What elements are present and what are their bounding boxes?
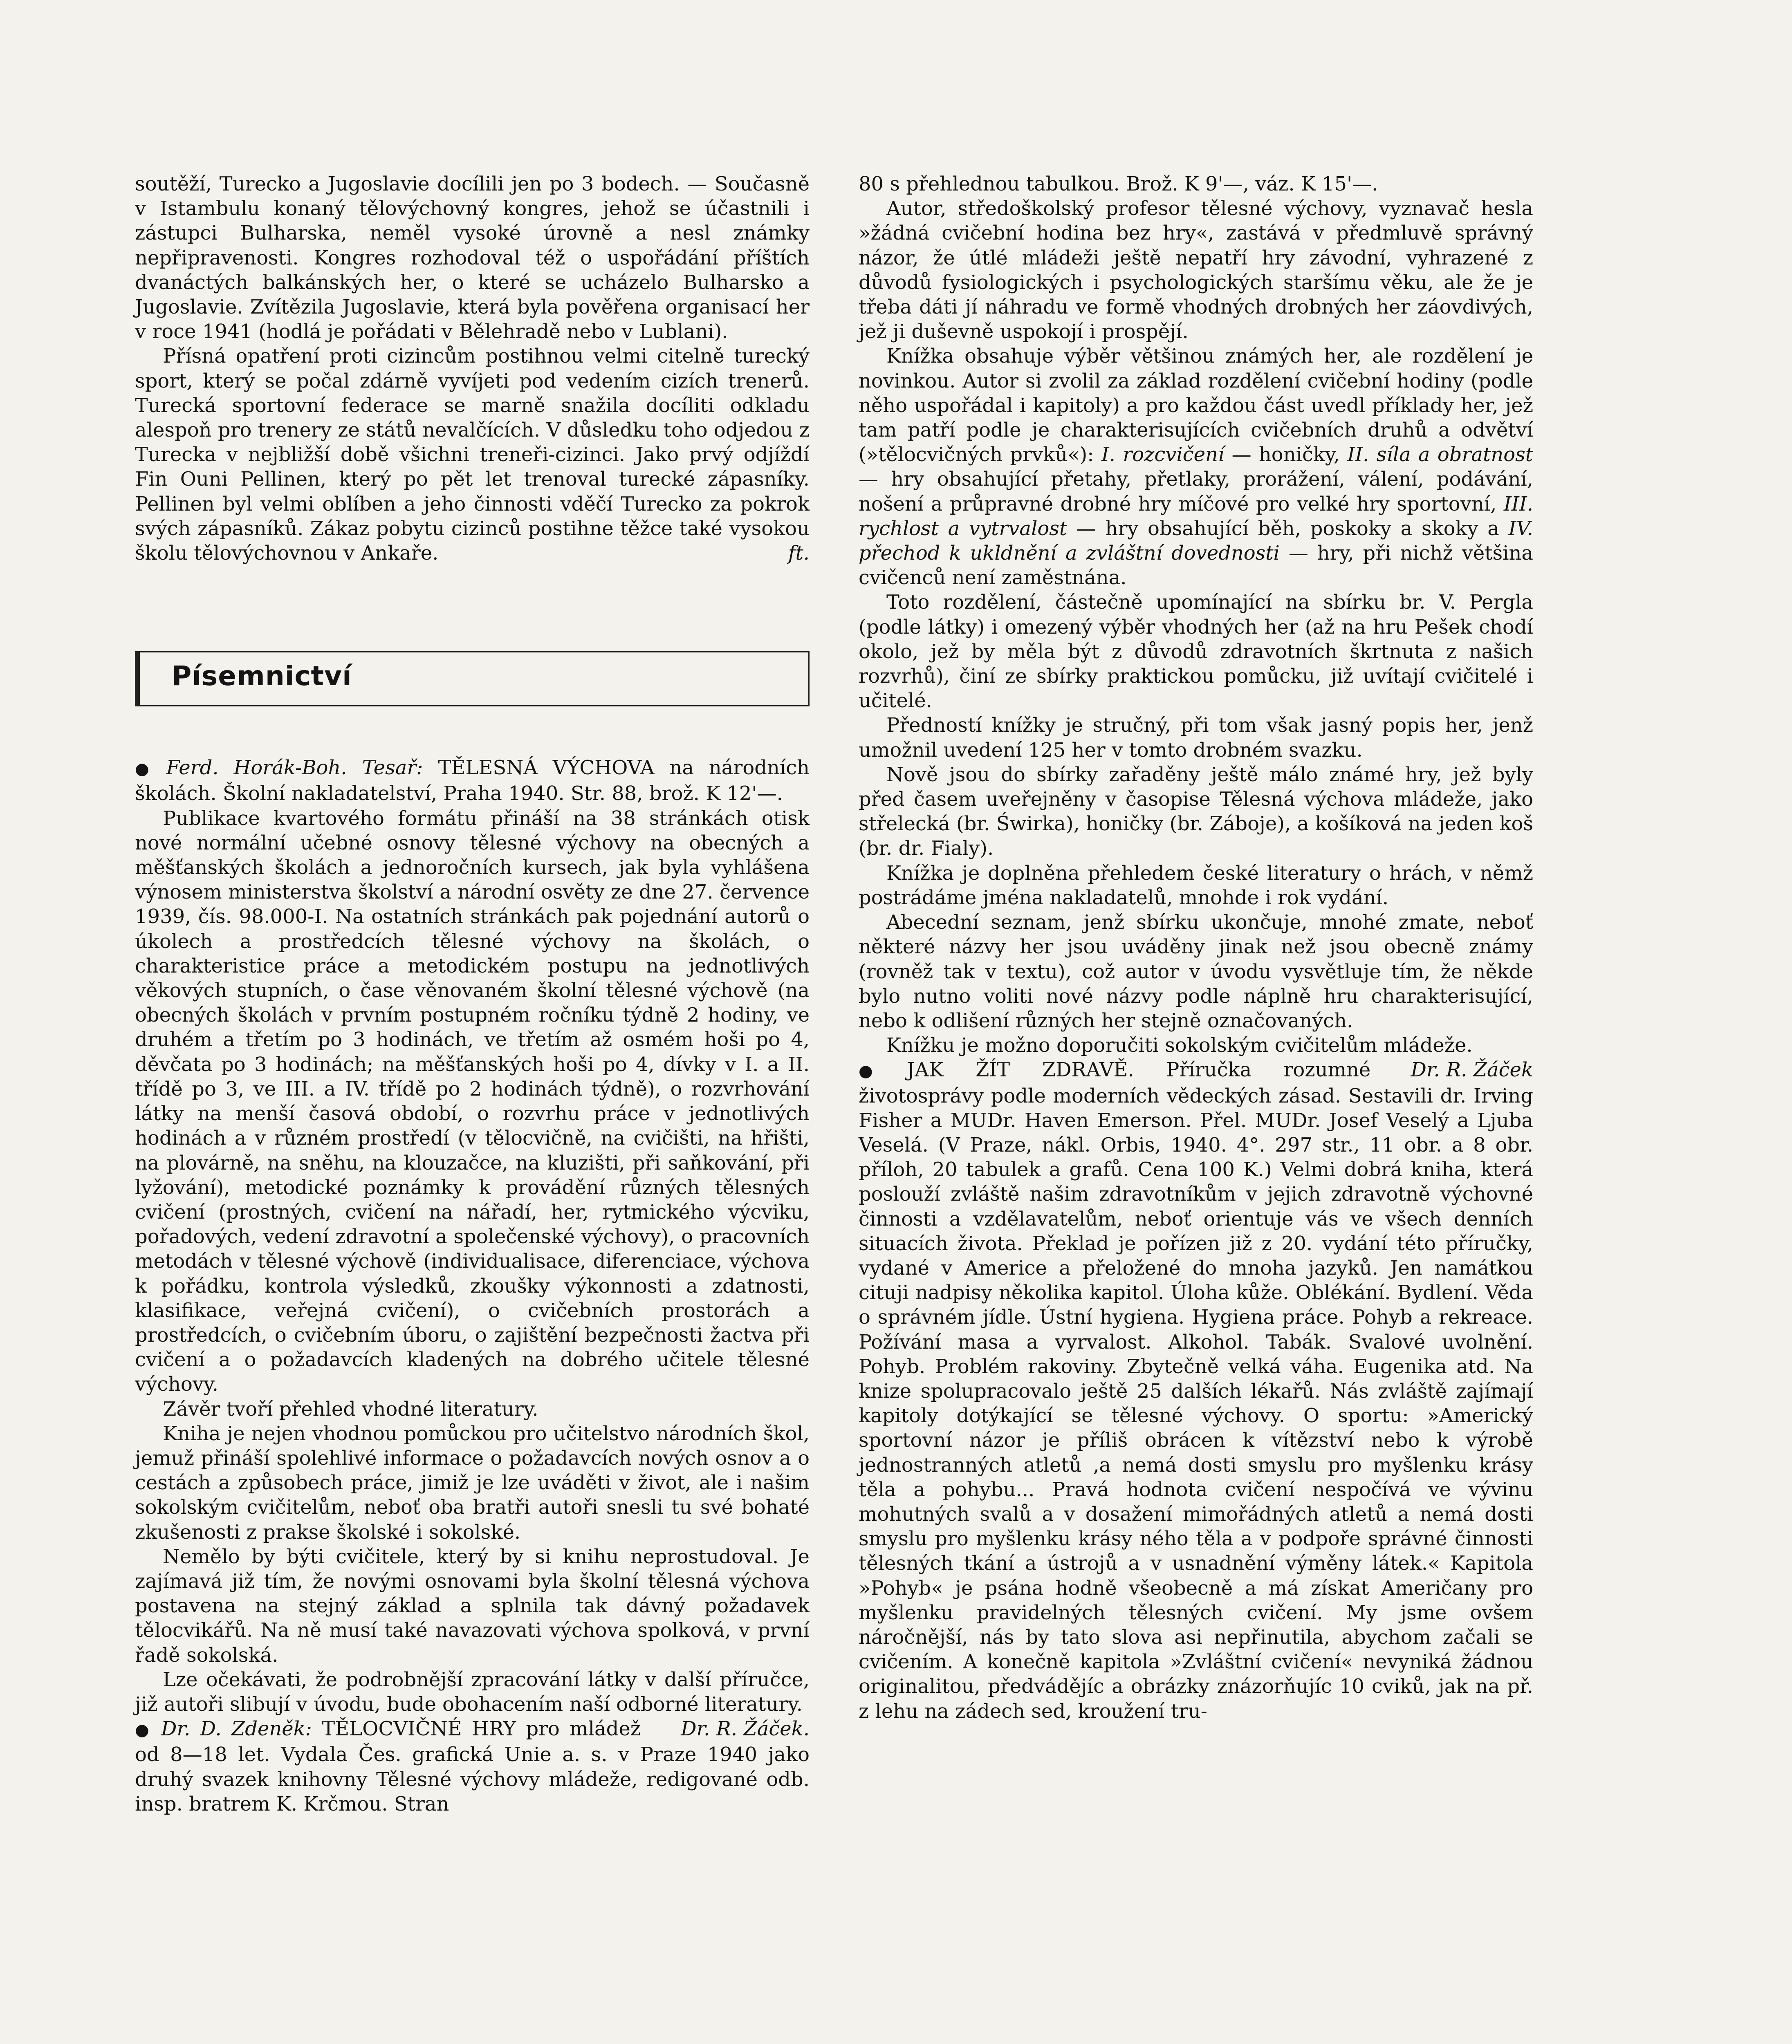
- paragraph-text: — hry obsahující běh, poskoky a skoky a: [1076, 517, 1499, 540]
- review-heading: TĚLOCVIČNÉ HRY pro mládež od 8—18 let. Vydala Čes. grafická Unie a. s. v Praze 1940 jako druhý svazek knihovny Tělesné výchovy mládeže, redigované odb. insp. bratrem K. Krčmou. Stran: [135, 1717, 810, 1815]
- paragraph: Předností knížky je stručný, při tom však jasný popis her, jenž umožnil uvedení 125 her v tomto drobném svazku.: [859, 714, 1533, 762]
- paragraph: soutěží, Turecko a Jugoslavie docílili jen po 3 bodech. — Současně v Istambulu konaný tělovýchovný kongres, jehož se účastnili i zástupci Bulharska, neměl vysoké úrovně a nesl známky nepřipravenosti. Kongres rozhodoval též o uspořádání příštích dvanáctých balkánských her, o které se ucházelo Bulharsko a Jugoslavie. Zvítězila Jugoslavie, která byla pověřena organisací her v roce 1941 (hodlá je pořádati v Bělehradě nebo v Lublani).: [135, 173, 810, 343]
- paragraph: [859, 344, 1533, 590]
- paragraph: 80 s přehlednou tabulkou. Brož. K 9'—, váz. K 15'—.: [859, 173, 1378, 195]
- paragraph-text: Knížka obsahuje výběr většinou známých her, ale rozdělení je novinkou. Autor si zvolil za základ rozdělení cvičební hodiny (podle něho uspořádal i kapitoly) a pro každou část uvedl příklady her, jež tam patří podle je charakterisujících cvičebních druhů a odvětví (»tělocvičných prvků«):: [859, 345, 1533, 466]
- category-name: I. rozcvičení: [1101, 443, 1225, 466]
- signature: ft.: [788, 542, 810, 565]
- bullet-icon: ●: [135, 1721, 153, 1740]
- review-text: Příručka rozumné životosprávy podle moderních vědeckých zásad. Sestavili dr. Irving Fisher a MUDr. Haven Emerson. Přel. MUDr. Josef Veselý a Ljuba Veselá. (V Praze, nákl. Orbis, 1940. 4°. 297 str., 11 obr. a 8 obr. příloh, 20 tabulek a grafů. Cena 100 K.) Velmi dobrá kniha, která poslouží zvláště našim zdravotníkům v jejich zdravotně výchovné činnosti a vzdělavatelům, neboť orientuje vás ve všech denních situacích života. Překlad je pořízen již z 20. vydání této příručky, vydané v Americe a přeložené do mnoha jazyků. Jen namátkou cituji nadpisy několika kapitol. Úloha kůže. Oblékání. Bydlení. Věda o správném jídle. Ústní hygiena. Hygiena práce. Pohyb a rekreace. Požívání masa a vyrvalost. Alkohol. Tabák. Svalové uvolnění. Pohyb. Problém rakoviny. Zbytečně velká váha. Eugenika atd. Na knize spolupracovalo ještě 25 dalších lékařů. Nás zvláště zajímají kapitoly dotýkající se tělesné výchovy. O sportu: »Americký sportovní názor je příliš obrácen k vítězství nebo k výrobě jednostranných atletů ‚a nemá dosti smyslu pro myšlenku krásy těla a pohybu... Pravá hodnota cvičení nespočívá ve vývinu mohutných svalů a v dosažení mimořádných atletů a nemá dosti smyslu pro myšlenku krásy ného těla a v podpoře správné činnosti tělesných tkání a ústrojů a v usnadnění výměny látek.« Kapitola »Pohyb« je psána hodně všeobecně a má získat Američany pro myšlenku pravidelných tělesných cvičení. My jsme ovšem náročnější, nás by tato slova asi nepřinutila, abychom začali se cvičením. A konečně kapitola »Zvláštní cvičení« nevyniká žádnou originalitou, předvádějíc a obrázky znázorňujíc 10 cviků, jak na př. z lehu na zádech sed, kroužení tru-: [859, 1058, 1533, 1723]
- bullet-icon: ●: [135, 760, 158, 779]
- paragraph: Toto rozdělení, částečně upomínající na sbírku br. V. Pergla (podle látky) i omezený výběr vhodných her (až na hru Pešek chodí okolo, jež by měla být z důvodů zdravotních škrtnuta z našich rozvrhů), činí ze sbírky praktickou pomůcku, již uvítají cvičitelé i učitelé.: [859, 591, 1533, 713]
- paragraph-text: — honičky,: [1231, 443, 1340, 466]
- paragraph-text: — hry, při nichž většina cvičenců není zaměstnána.: [859, 542, 1533, 589]
- category-name: II. síla a obratnost: [1347, 443, 1534, 466]
- section-heading-box: [135, 651, 810, 706]
- signature: Dr. R. Žáček.: [681, 1717, 810, 1741]
- paragraph: Autor, středoškolský profesor tělesné výchovy, vyznavač hesla »žádná cvičební hodina bez hry«, zastává v předmluvě správný názor, že útlé mládeži ještě nepatří hry závodní, vyhrazené z důvodů fysiologických i psychologických staršímu věku, ale že je třeba dáti jí náhradu ve formě vhodných drobných her záovdivých, jež ji duševně uspokojí i prospějí.: [859, 197, 1533, 343]
- left-column: [135, 172, 810, 1816]
- signature: Dr. R. Žáček: [1411, 1058, 1533, 1082]
- paragraph-text: Knížku je možno doporučiti sokolským cvičitelům mládeže.: [886, 1034, 1473, 1057]
- paragraph: Knížka je doplněna přehledem české literatury o hrách, v němž postrádáme jména nakladatelů, mnohde i rok vydání.: [859, 861, 1533, 909]
- paragraph: Závěr tvoří přehled vhodné literatury.: [163, 1397, 538, 1421]
- paragraph: Nemělo by býti cvičitele, který by si knihu neprostudoval. Je zajímavá již tím, že novými osnovami byla školní tělesná výchova postavena na stejný základ a splnila tak dávný požadavek tělocvikářů. Na ně musí také navazovati výchova spolková, v první řadě sokolská.: [135, 1545, 810, 1667]
- paragraph: Nově jsou do sbírky zařaděny ještě málo známé hry, jež byly před časem uveřejněny v časopise Tělesná výchova mládeže, jako střelecká (br. Świrka), honičky (br. Záboje), a košíková na jeden koš (br. dr. Fialy).: [859, 763, 1533, 860]
- bullet-icon: ●: [859, 1062, 899, 1081]
- review-entry: [859, 1058, 1533, 1723]
- review-author: Ferd. Horák-Boh. Tesař:: [166, 756, 423, 780]
- paragraph-text: Lze očekávati, že podrobnější zpracování látky v další příručce, již autoři slibují v úvodu, bude obohacením naší odborné literatury.: [135, 1668, 810, 1716]
- paragraph: Kniha je nejen vhodnou pomůckou pro učitelstvo národních škol, jemuž přináší spolehlivé informace o požadavcích nových osnov a o cestách a způsobech práce, jimiž je lze uváděti v život, ale i našim sokolským cvičitelům, neboť oba bratři autoři snesli tu své bohaté zkušenosti z prakse školské i sokolské.: [135, 1422, 810, 1544]
- category-name: IV. přechod k ukldnění a zvláštní dovednosti: [859, 517, 1533, 565]
- paragraph: Abecední seznam, jenž sbírku ukončuje, mnohé zmate, neboť některé názvy her jsou uváděny jinak než jsou obecně známy (rovněž tak v textu), což autor v úvodu vysvětluje tím, že někde bylo nutno voliti nové názvy podle náplně hru charakterisující, nebo k odlišení různých her stejně označovaných.: [859, 911, 1533, 1032]
- review-heading: JAK ŽÍT ZDRAVĚ.: [906, 1058, 1134, 1082]
- section-title: Písemnictví: [172, 660, 352, 692]
- paragraph: Publikace kvartového formátu přináší na 38 stránkách otisk nové normální učebné osnovy tělesné výchovy na obecných a měšťanských školách a jednoročních kursech, jak byla vyhlášena výnosem ministerstva školství a národní osvěty ze dne 27. července 1939, čís. 98.000-I. Na ostatních stránkách pak pojednání autorů o úkolech a prostředcích tělesné výchovy na školách, o charakteristice práce a metodickém postupu na jednotlivých věkových stupních, o čase věnovaném školní tělesné výchově (na obecných školách v prvním postupném ročníku týdně 2 hodiny, ve druhém a třetím po 3 hodinách, ve třetím až osmém hoši po 4, děvčata po 3 hodinách; na měšťanských hoši po 4, dívky v I. a II. třídě po 3, ve III. a IV. třídě po 2 hodinách týdně), o rozvrhování látky na menší časová období, o rozvrhu práce v jednotlivých hodinách a v různém prostředí (v tělocvičně, na cvičišti, na hřišti, na plovárně, na sněhu, na klouzačce, na kluzišti, při saňkování, při lyžování), metodické poznámky k provádění různých tělesných cvičení (prostných, cvičení na nářadí, her, rytmického výcviku, pořadových, vedení zdravotní a společenské výchovy), o pracovních metodách v tělesné výchově (individualisace, diferenciace, výchova k pořádku, kontrola výsledků, zkoušky výkonnosti a zdatnosti, klasifikace, veřejná cvičení), o cvičebních prostorách a prostředcích, o cvičebním úboru, o zajištění bezpečnosti žactva při cvičení a o požadavcích kladených na dobrého učitele tělesné výchovy.: [135, 807, 810, 1396]
- paragraph: [135, 344, 810, 565]
- right-column: [859, 172, 1533, 1724]
- review-entry: [135, 755, 810, 806]
- category-name: III. rychlost a vytrvalost: [859, 492, 1533, 540]
- paragraph-text: — hry obsahující přetahy, přetlaky, prorážení, válení, podávání, nošení a průpravné drobné hry míčové pro velké hry sportovní,: [859, 468, 1533, 515]
- paragraph-text: Přísná opatření proti cizincům postihnou velmi citelně turecký sport, který se počal zdárně vyvíjeti pod vedením cizích trenerů. Turecká sportovní federace se marně snažila docíliti odkladu alespoň pro trenery ze států nevalčících. V důsledku toho odjedou z Turecka v nejbližší době všichni treneři-cizinci. Jako prvý odjíždí Fin Ouni Pellinen, který po pět let trenoval turecké zápasníky. Pellinen byl velmi oblíben a jeho činnosti vděčí Turecko za pokrok svých zápasníků. Zákaz pobytu cizinců postihne těžce také vysokou školu tělovýchovnou v Ankaře.: [135, 345, 810, 565]
- review-author: Dr. D. Zdeněk:: [161, 1717, 312, 1741]
- heading-bar: [135, 652, 140, 705]
- review-heading: TĚLESNÁ VÝCHOVA na národních školách. Školní nakladatelství, Praha 1940. Str. 88, brož. K 12'—.: [135, 756, 810, 805]
